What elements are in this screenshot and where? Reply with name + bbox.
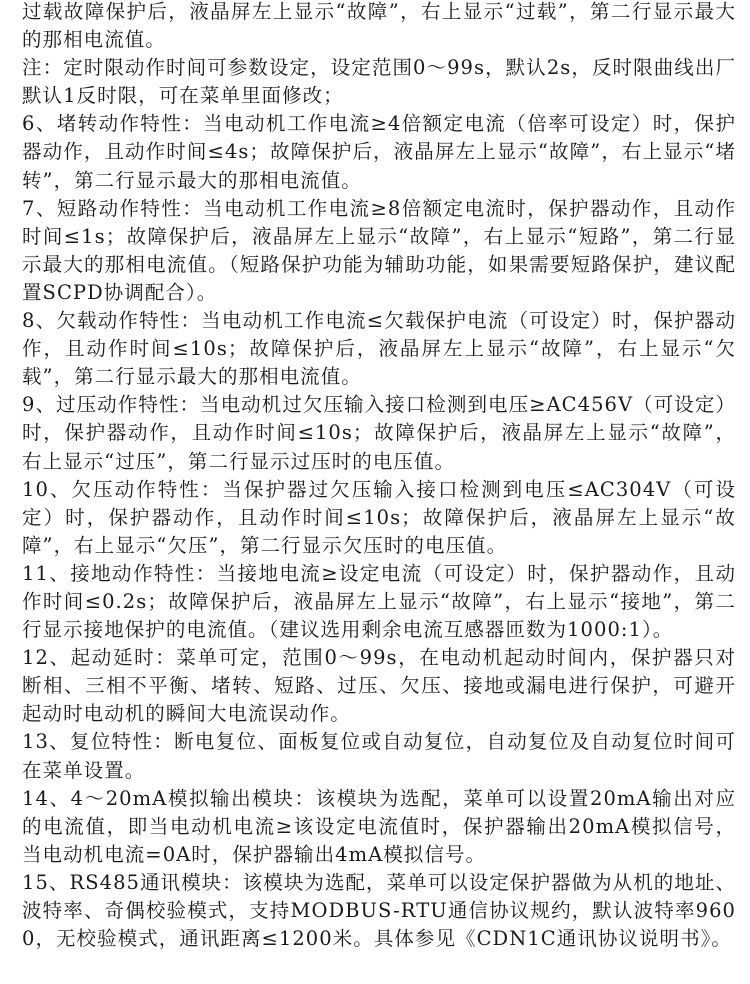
paragraph-item-8-underload: 8、欠载动作特性：当电动机工作电流≤欠载保护电流（可设定）时，保护器动作，且动作时间≤10s；故障保护后，液晶屏左上显示“故障”，右上显示“欠载”，第二行显示最大的那相电流值。 (22, 309, 736, 389)
paragraph-note: 注：定时限动作时间可参数设定，设定范围0～99s，默认2s，反时限曲线出厂默认1反时限，可在菜单里面修改； (22, 56, 736, 108)
paragraph-overload-tail: 过载故障保护后，液晶屏左上显示“故障”，右上显示“过载”，第二行显示最大的那相电流值。 (22, 0, 736, 52)
paragraph-item-11-ground: 11、接地动作特性：当接地电流≥设定电流（可设定）时，保护器动作，且动作时间≤0.2s；故障保护后，液晶屏左上显示“故障”，右上显示“接地”，第二行显示接地保护的电流值。（建议选用剩余电流互感器匝数为1000:1）。 (22, 561, 736, 642)
paragraph-item-9-overvoltage: 9、过压动作特性：当电动机过欠压输入接口检测到电压≥AC456V（可设定）时，保护器动作，且动作时间≤10s；故障保护后，液晶屏左上显示“故障”，右上显示“过压”，第二行显示过压时的电压值。 (22, 393, 736, 473)
paragraph-item-6-stall: 6、堵转动作特性：当电动机工作电流≥4倍额定电流（倍率可设定）时，保护器动作，且动作时间≤4s；故障保护后，液晶屏左上显示“故障”，右上显示“堵转”，第二行显示最大的那相电流值。 (22, 112, 736, 192)
paragraph-item-14-analog: 14、4～20mA模拟输出模块：该模块为选配，菜单可以设置20mA输出对应的电流值，即当电动机电流≥该设定电流值时，保护器输出20mA模拟信号，当电动机电流=0A时，保护器输出4mA模拟信号。 (22, 786, 736, 866)
paragraph-item-12-start-delay: 12、起动延时：菜单可定，范围0～99s，在电动机起动时间内，保护器只对断相、三相不平衡、堵转、短路、过压、欠压、接地或漏电进行保护，可避开起动时电动机的瞬间大电流误动作。 (22, 646, 736, 726)
paragraph-item-10-undervoltage: 10、欠压动作特性：当保护器过欠压输入接口检测到电压≤AC304V（可设定）时，保护器动作，且动作时间≤10s；故障保护后，液晶屏左上显示“故障”，右上显示“欠压”，第二行显示欠压时的电压值。 (22, 477, 736, 557)
paragraph-item-15-rs485: 15、RS485通讯模块：该模块为选配，菜单可以设定保护器做为从机的地址、波特率、奇偶校验模式，支持MODBUS-RTU通信协议规约，默认波特率9600，无校验模式，通讯距离≤1200米。具体参见《CDN1C通讯协议说明书》。 (22, 870, 736, 951)
paragraph-item-13-reset: 13、复位特性：断电复位、面板复位或自动复位，自动复位及自动复位时间可在菜单设置。 (22, 730, 736, 782)
paragraph-item-7-short-circuit: 7、短路动作特性：当电动机工作电流≥8倍额定电流时，保护器动作，且动作时间≤1s；故障保护后，液晶屏左上显示“故障”，右上显示“短路”，第二行显示最大的那相电流值。（短路保护功能为辅助功能，如果需要短路保护，建议配置SCPD协调配合）。 (22, 196, 736, 304)
